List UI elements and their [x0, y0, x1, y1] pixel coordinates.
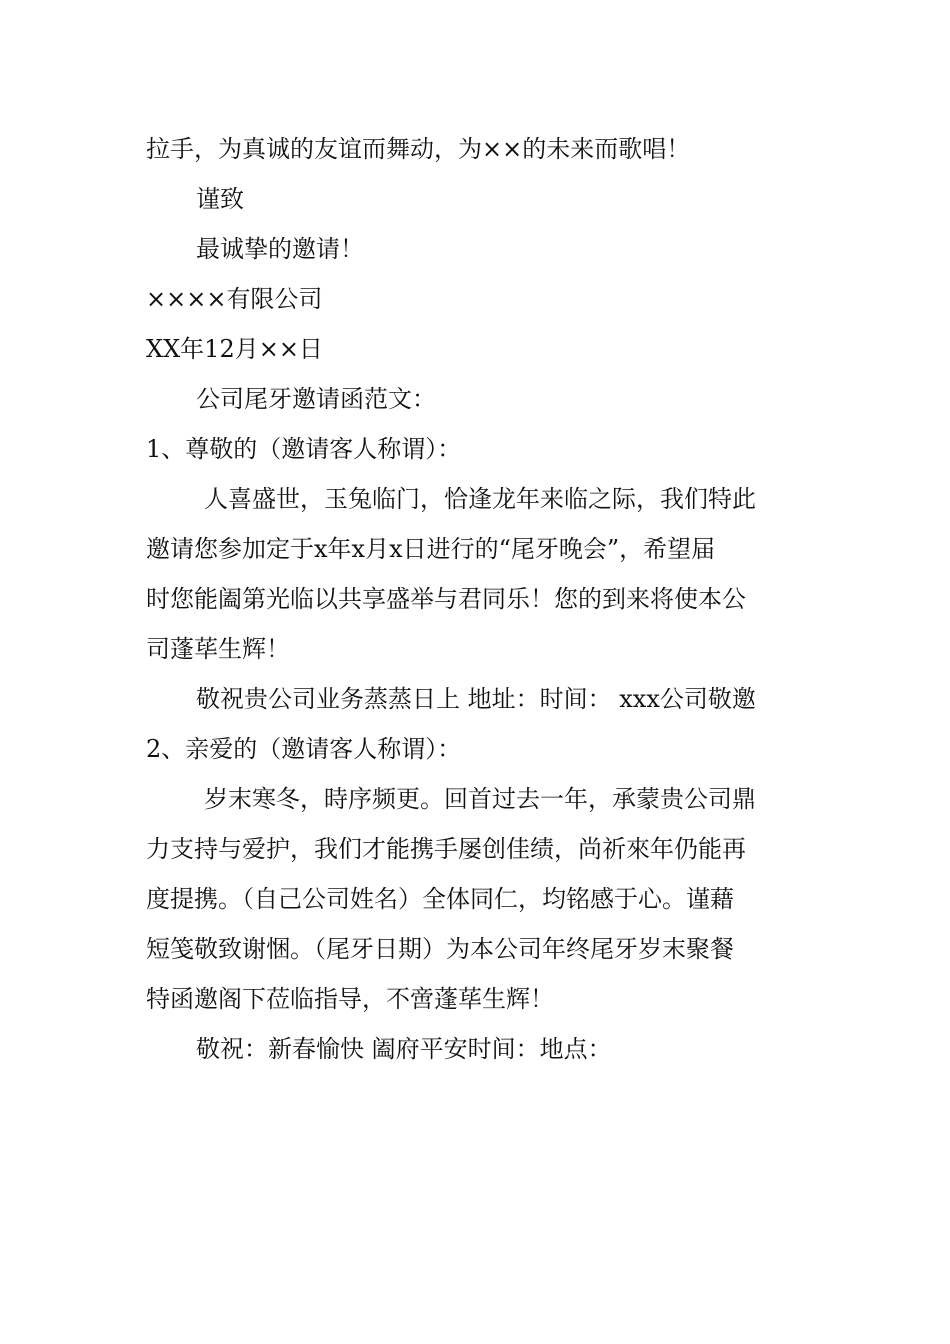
sample1-paragraph-line: 司蓬荜生辉！ — [146, 635, 290, 663]
sample2-paragraph-line: 度提携。（自己公司姓名）全体同仁，均铭感于心。谨藉 — [146, 885, 734, 913]
sample1-paragraph-line: 时您能阖第光临以共享盛举与君同乐！您的到来将使本公 — [146, 585, 746, 613]
sample1-closing: 敬祝贵公司业务蒸蒸日上 地址：时间： xxx公司敬邀 — [196, 685, 756, 713]
salutation-invitation: 最诚挚的邀请！ — [196, 235, 364, 263]
sample2-paragraph-line: 岁末寒冬，時序频更。回首过去一年，承蒙贵公司鼎 — [204, 785, 756, 813]
sample1-paragraph-line: 人喜盛世，玉兔临门，恰逢龙年来临之际，我们特此 — [204, 485, 756, 513]
sample2-paragraph-line: 特函邀阁下莅临指导，不啻蓬荜生辉！ — [146, 985, 554, 1013]
sample2-paragraph-line: 短笺敬致谢悃。（尾牙日期）为本公司年终尾牙岁末聚餐 — [146, 935, 734, 963]
sample2-paragraph-line: 力支持与爱护，我们才能携手屡创佳绩，尚祈來年仍能再 — [146, 835, 746, 863]
salutation-jinzhi: 谨致 — [196, 185, 244, 213]
closing-line: 拉手，为真诚的友谊而舞动，为××的未来而歌唱！ — [146, 135, 691, 163]
sample2-greeting: 2、亲爱的（邀请客人称谓）： — [146, 735, 462, 763]
company-signature: ××××有限公司 — [146, 285, 323, 313]
signature-date: XX年12月××日 — [146, 335, 323, 363]
sample1-paragraph-line: 邀请您参加定于x年x月x日进行的“尾牙晚会”，希望届 — [146, 535, 716, 563]
sample2-closing: 敬祝：新春愉快 阖府平安时间：地点： — [196, 1035, 612, 1063]
sample1-greeting: 1、尊敬的（邀请客人称谓）： — [146, 435, 462, 463]
document-body — [146, 124, 810, 1074]
section-heading: 公司尾牙邀请函范文： — [196, 385, 436, 413]
